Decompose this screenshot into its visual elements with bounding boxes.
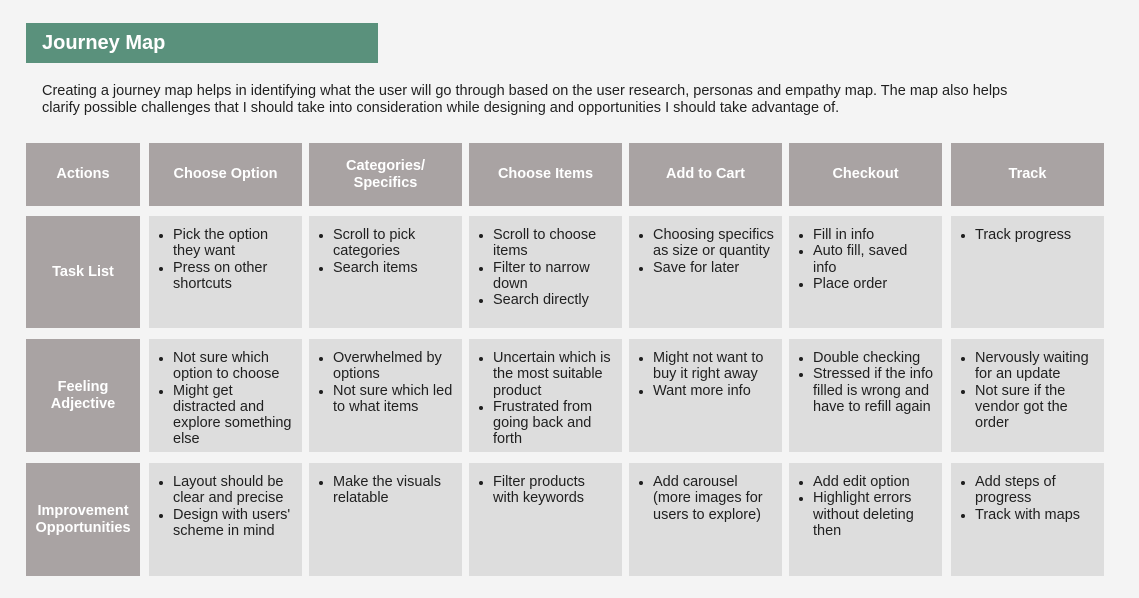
bullet-list <box>317 474 454 507</box>
bullet-list <box>797 350 934 415</box>
list-item: • Not sure which option to choose <box>173 350 294 383</box>
bullet-list <box>637 350 774 399</box>
list-item: • Search items <box>333 260 454 276</box>
list-item: • Scroll to choose items <box>493 227 614 260</box>
list-item: • Uncertain which is the most suitable product <box>493 350 614 399</box>
list-item: • Frustrated from going back and forth <box>493 399 614 448</box>
list-item: • Design with users' scheme in mind <box>173 507 294 540</box>
table-cell <box>789 216 942 328</box>
list-item: • Pick the option they want <box>173 227 294 260</box>
table-cell <box>951 463 1104 576</box>
table-cell <box>789 339 942 452</box>
bullet-list <box>317 350 454 415</box>
table-cell <box>309 463 462 576</box>
table-cell <box>789 463 942 576</box>
list-item: • Make the visuals relatable <box>333 474 454 507</box>
bullet-list <box>317 227 454 276</box>
table-cell <box>309 339 462 452</box>
list-item: • Add carousel (more images for users to explore) <box>653 474 774 523</box>
bullet-list <box>959 227 1096 243</box>
bullet-list <box>157 350 294 448</box>
list-item: • Track progress <box>975 227 1096 243</box>
list-item: • Add edit option <box>813 474 934 490</box>
bullet-list <box>637 227 774 276</box>
list-item: • Stressed if the info filled is wrong and have to refill again <box>813 366 934 415</box>
list-item: • Double checking <box>813 350 934 366</box>
stage-header: Choose Items <box>469 143 622 206</box>
row-label: Improvement Opportunities <box>26 463 140 576</box>
list-item: • Layout should be clear and precise <box>173 474 294 507</box>
list-item: • Overwhelmed by options <box>333 350 454 383</box>
bullet-list <box>477 474 614 507</box>
list-item: • Not sure which led to what items <box>333 383 454 416</box>
list-item: • Filter products with keywords <box>493 474 614 507</box>
stage-header: Add to Cart <box>629 143 782 206</box>
list-item: • Scroll to pick categories <box>333 227 454 260</box>
table-cell <box>149 216 302 328</box>
page-title: Journey Map <box>26 23 378 63</box>
bullet-list <box>157 474 294 539</box>
stage-header: Choose Option <box>149 143 302 206</box>
stage-header: Track <box>951 143 1104 206</box>
table-cell <box>951 216 1104 328</box>
row-label: Task List <box>26 216 140 328</box>
bullet-list <box>959 474 1096 523</box>
list-item: • Save for later <box>653 260 774 276</box>
list-item: • Filter to narrow down <box>493 260 614 293</box>
list-item: • Might get distracted and explore something else <box>173 383 294 448</box>
bullet-list <box>797 227 934 292</box>
list-item: • Nervously waiting for an update <box>975 350 1096 383</box>
bullet-list <box>797 474 934 539</box>
list-item: • Highlight errors without deleting then <box>813 490 934 539</box>
list-item: • Search directly <box>493 292 614 308</box>
table-cell <box>469 216 622 328</box>
table-cell <box>309 216 462 328</box>
list-item: • Not sure if the vendor got the order <box>975 383 1096 432</box>
table-cell <box>149 463 302 576</box>
header-actions: Actions <box>26 143 140 206</box>
list-item: • Track with maps <box>975 507 1096 523</box>
bullet-list <box>477 350 614 448</box>
table-cell <box>951 339 1104 452</box>
list-item: • Fill in info <box>813 227 934 243</box>
table-cell <box>469 339 622 452</box>
table-cell <box>629 463 782 576</box>
table-cell <box>149 339 302 452</box>
bullet-list <box>157 227 294 292</box>
intro-paragraph: Creating a journey map helps in identifying what the user will go through based on the user research, personas and empathy map. The map also helps clarify possible challenges that I should take into consideration while designing and opportunities I should take advantage of. <box>42 83 1008 116</box>
list-item: • Choosing specifics as size or quantity <box>653 227 774 260</box>
list-item: • Want more info <box>653 383 774 399</box>
stage-header: Categories/ Specifics <box>309 143 462 206</box>
table-cell <box>469 463 622 576</box>
list-item: • Auto fill, saved info <box>813 243 934 276</box>
table-cell <box>629 339 782 452</box>
bullet-list <box>637 474 774 523</box>
bullet-list <box>959 350 1096 431</box>
list-item: • Place order <box>813 276 934 292</box>
list-item: • Might not want to buy it right away <box>653 350 774 383</box>
table-cell <box>629 216 782 328</box>
bullet-list <box>477 227 614 308</box>
list-item: • Add steps of progress <box>975 474 1096 507</box>
row-label: Feeling Adjective <box>26 339 140 452</box>
stage-header: Checkout <box>789 143 942 206</box>
list-item: • Press on other shortcuts <box>173 260 294 293</box>
